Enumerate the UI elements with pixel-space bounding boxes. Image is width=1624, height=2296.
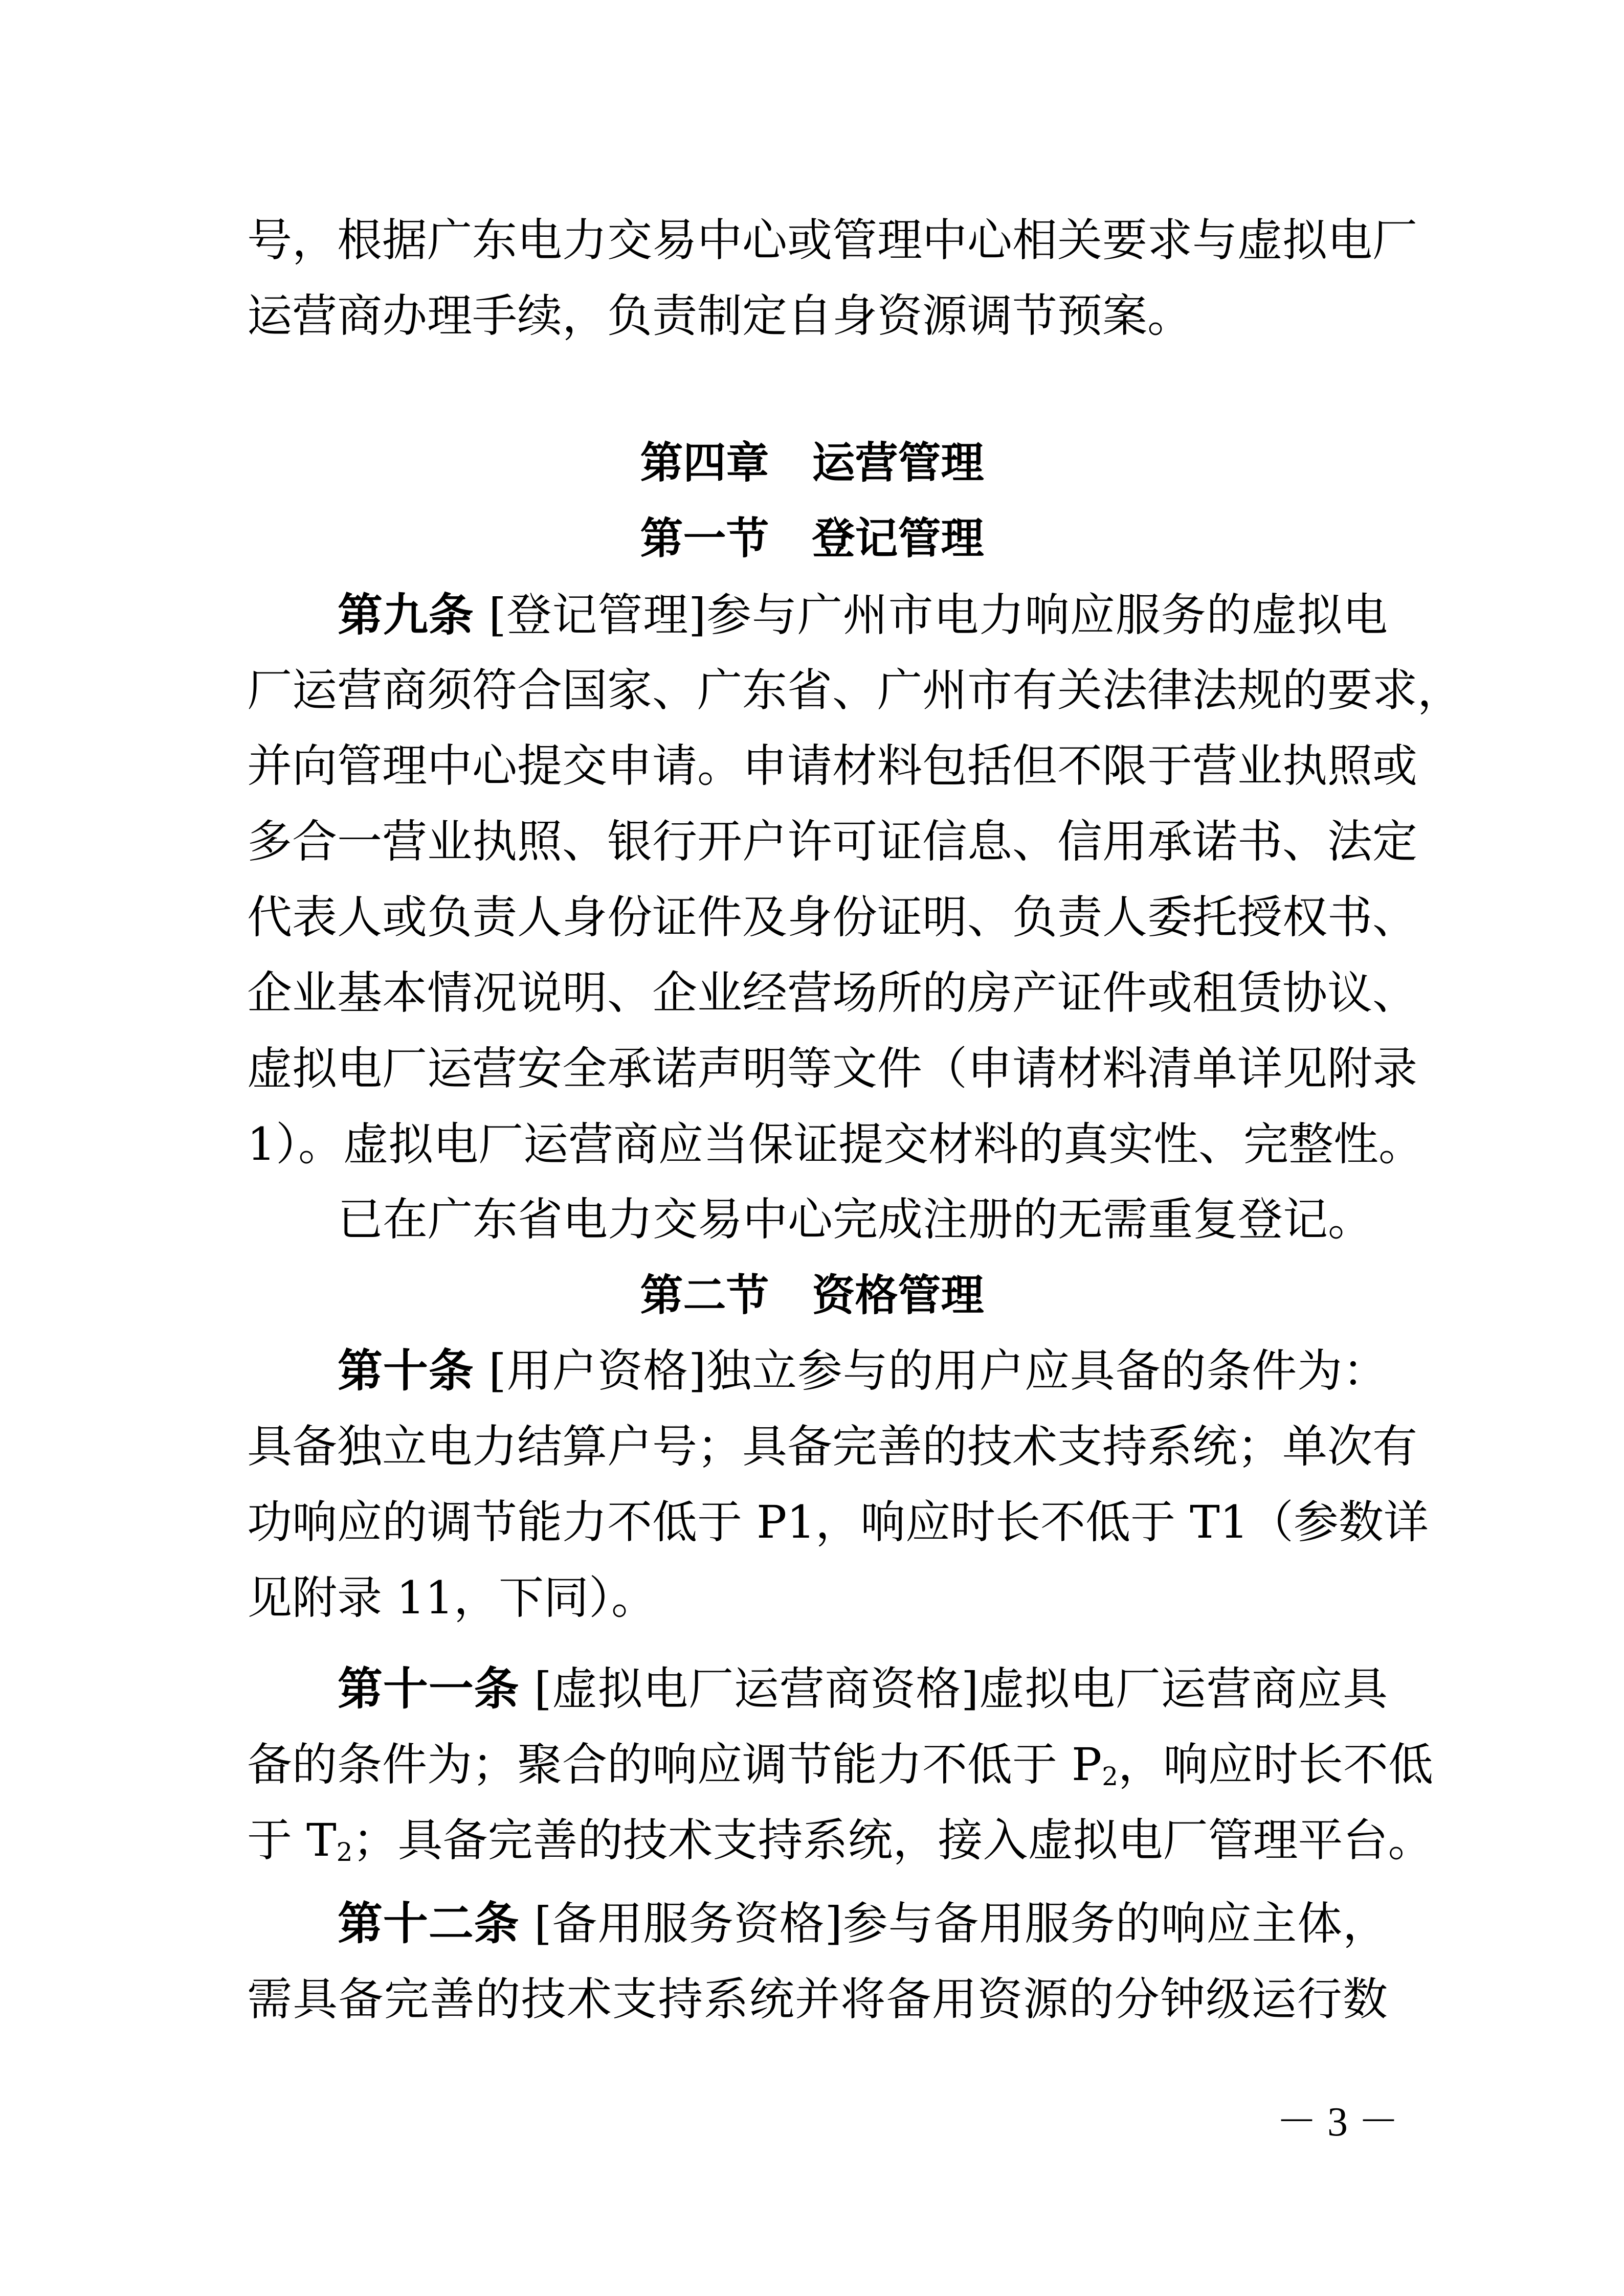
- article-text: [虚拟电厂运营商资格]虚拟电厂运营商应具: [519, 1662, 1388, 1715]
- article-number: 第十条: [338, 1344, 474, 1397]
- paragraph-line: 见附录 11，下同）。: [247, 1571, 656, 1624]
- paragraph-line: 虚拟电厂运营安全承诺声明等文件（申请材料清单详见附录: [247, 1042, 1418, 1095]
- text-segment: ，响应时长不低: [1118, 1738, 1434, 1791]
- paragraph-line: 号，根据广东电力交易中心或管理中心相关要求与虚拟电厂: [247, 214, 1418, 266]
- subscript: 2: [1102, 1762, 1118, 1791]
- section-heading: 第二节 资格管理: [640, 1270, 984, 1320]
- paragraph-line: 需具备完善的技术支持系统并将备用资源的分钟级运行数: [247, 1973, 1388, 2025]
- text-segment: 于 T: [247, 1814, 337, 1866]
- chapter-heading: 第四章 运营管理: [640, 438, 984, 488]
- paragraph-line: [247, 1814, 1433, 1867]
- paragraph-line: 厂运营商须符合国家、广东省、广州市有关法律法规的要求，: [247, 664, 1463, 716]
- text-segment: ；具备完善的技术支持系统，接入虚拟电厂管理平台。: [352, 1814, 1433, 1866]
- article-number: 第九条: [338, 589, 474, 641]
- paragraph-line: 已在广东省电力交易中心完成注册的无需重复登记。: [338, 1193, 1373, 1246]
- paragraph-line: 具备独立电力结算户号；具备完善的技术支持系统；单次有: [247, 1420, 1418, 1473]
- article-text: [用户资格]独立参与的用户应具备的条件为：: [474, 1344, 1388, 1397]
- paragraph-line: 运营商办理手续，负责制定自身资源调节预案。: [247, 289, 1193, 342]
- paragraph-line: 多合一营业执照、银行开户许可证信息、信用承诺书、法定: [247, 815, 1418, 868]
- paragraph-line: 并向管理中心提交申请。申请材料包括但不限于营业执照或: [247, 739, 1418, 792]
- paragraph-line: 代表人或负责人身份证件及身份证明、负责人委托授权书、: [247, 891, 1418, 943]
- paragraph-line: 功响应的调节能力不低于 P1，响应时长不低于 T1（参数详: [247, 1496, 1429, 1548]
- paragraph-line: 企业基本情况说明、企业经营场所的房产证件或租赁协议、: [247, 966, 1418, 1019]
- paragraph-line: [247, 1738, 1434, 1791]
- article-9-line: [338, 590, 1388, 641]
- article-text: [登记管理]参与广州市电力响应服务的虚拟电: [474, 589, 1388, 641]
- paragraph-line: 1）。虚拟电厂运营商应当保证提交材料的真实性、完整性。: [247, 1118, 1423, 1170]
- article-11-line: [338, 1663, 1388, 1715]
- page-number: － 3 －: [1276, 2100, 1399, 2145]
- subscript: 2: [336, 1837, 353, 1867]
- article-number: 第十一条: [338, 1662, 520, 1715]
- article-number: 第十二条: [338, 1897, 520, 1950]
- text-segment: 备的条件为；聚合的响应调节能力不低于 P: [247, 1738, 1102, 1791]
- article-10-line: [338, 1345, 1388, 1397]
- section-heading: 第一节 登记管理: [640, 513, 984, 564]
- article-12-line: [338, 1898, 1388, 1949]
- article-text: [备用服务资格]参与备用服务的响应主体，: [519, 1897, 1388, 1950]
